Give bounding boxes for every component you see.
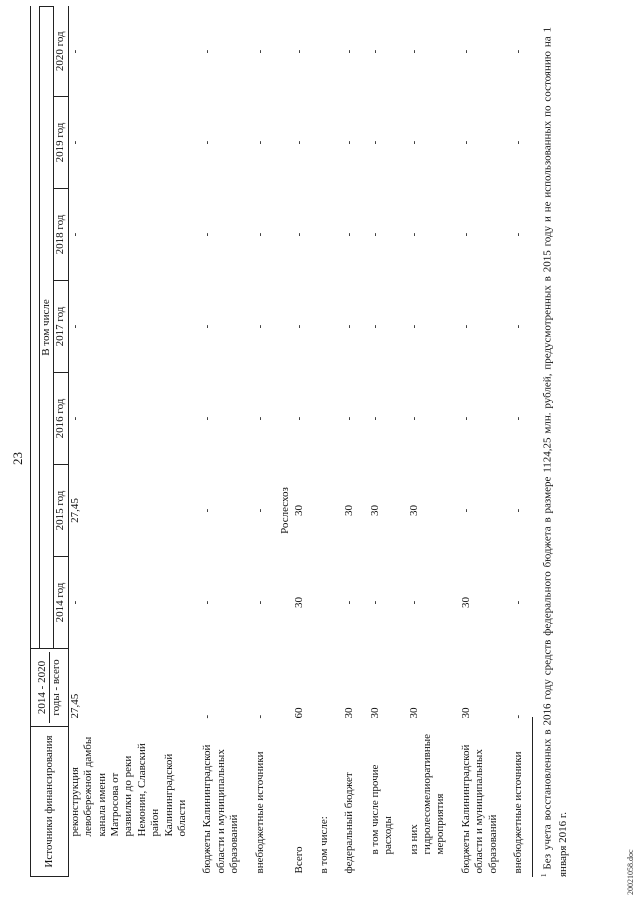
row-year-value: - bbox=[201, 140, 214, 145]
row-year-value: 30 bbox=[459, 597, 472, 608]
row-year-value: 30 bbox=[292, 505, 305, 516]
table-row bbox=[318, 6, 331, 876]
row-label: из них гидролесомелиоративные мероприятия bbox=[407, 733, 447, 855]
row-total: 60 bbox=[292, 707, 305, 719]
row-year-value: - bbox=[511, 49, 524, 54]
row-year-value: 30 bbox=[292, 597, 305, 608]
row-year-value: - bbox=[253, 416, 266, 421]
row-year-value: - bbox=[407, 140, 420, 145]
row-year-value: - bbox=[292, 49, 305, 54]
header-year: 2016 год bbox=[54, 373, 68, 465]
row-year-value: - bbox=[201, 49, 214, 54]
row-year-value: - bbox=[201, 416, 214, 421]
header-year: 2018 год bbox=[54, 189, 68, 281]
row-label: федеральный бюджет bbox=[343, 772, 356, 874]
row-total: - bbox=[253, 714, 266, 719]
row-label: бюджеты Калининградской области и муниципальных образований bbox=[201, 744, 241, 874]
header-top-border bbox=[31, 6, 40, 648]
agency-heading: Рослесхоз bbox=[279, 487, 292, 534]
row-year-value: - bbox=[253, 324, 266, 329]
row-year-value: - bbox=[201, 600, 214, 605]
row-year-value: - bbox=[407, 232, 420, 237]
row-year-value: - bbox=[368, 600, 381, 605]
row-year-value bbox=[318, 373, 331, 465]
row-year-value: - bbox=[68, 140, 81, 145]
row-label: внебюджетные источники bbox=[511, 751, 524, 874]
row-total: 30 bbox=[459, 707, 472, 719]
table-row bbox=[254, 6, 267, 876]
row-year-value: - bbox=[68, 324, 81, 329]
page-number: 23 bbox=[10, 452, 25, 465]
row-year-value: - bbox=[368, 324, 381, 329]
row-year-value bbox=[318, 189, 331, 281]
header-year: 2015 год bbox=[54, 465, 68, 557]
table-row bbox=[408, 6, 448, 876]
row-label: реконструкция левобережной дамбы канала имени Матросова от развилки до реки Немонин, Славский район Калининградской области bbox=[68, 736, 189, 837]
row-label: Всего bbox=[292, 846, 305, 874]
row-year-value: - bbox=[459, 49, 472, 54]
row-year-value: - bbox=[292, 416, 305, 421]
table-row bbox=[512, 6, 525, 876]
row-total: 30 bbox=[343, 707, 356, 719]
footnote-text: Без учета восстановленных в 2016 году средств федерального бюджета в размере 1124,25 млн. рублей, предусмотренных в 2015 году и не использованных по состоянию на 1 января 2016 г. bbox=[541, 27, 569, 877]
header-year: 2019 год bbox=[54, 97, 68, 189]
row-total: - bbox=[511, 714, 524, 719]
row-year-value: - bbox=[459, 140, 472, 145]
row-year-value: - bbox=[368, 416, 381, 421]
row-year-value: - bbox=[68, 49, 81, 54]
row-year-value: - bbox=[368, 232, 381, 237]
row-label: внебюджетные источники bbox=[253, 751, 266, 874]
table-row bbox=[343, 6, 356, 876]
row-year-value: - bbox=[201, 508, 214, 513]
footnote-mark: 1 bbox=[540, 873, 548, 877]
row-year-value: - bbox=[253, 232, 266, 237]
row-label: в том числе: bbox=[317, 816, 330, 874]
row-year-value: - bbox=[343, 49, 356, 54]
row-year-value: 30 bbox=[343, 505, 356, 516]
table-row bbox=[460, 6, 500, 876]
header-year: 2017 год bbox=[54, 281, 68, 373]
row-year-value: - bbox=[368, 140, 381, 145]
row-label: в том числе прочие расходы bbox=[368, 764, 395, 855]
row-year-value: - bbox=[343, 600, 356, 605]
header-source: Источники финансирования bbox=[31, 727, 69, 877]
row-year-value: - bbox=[253, 600, 266, 605]
table-row bbox=[68, 6, 189, 876]
table-row bbox=[369, 6, 396, 876]
row-year-value: - bbox=[511, 232, 524, 237]
financing-table bbox=[30, 6, 537, 877]
row-year-value: - bbox=[407, 49, 420, 54]
row-year-value: - bbox=[201, 232, 214, 237]
row-year-value: 30 bbox=[407, 505, 420, 516]
row-year-value: - bbox=[368, 49, 381, 54]
row-year-value: - bbox=[253, 508, 266, 513]
row-year-value: - bbox=[511, 508, 524, 513]
row-total bbox=[318, 649, 331, 727]
row-year-value: - bbox=[511, 416, 524, 421]
row-total: 30 bbox=[368, 707, 381, 719]
row-year-value: - bbox=[459, 416, 472, 421]
row-year-value: - bbox=[407, 416, 420, 421]
row-label: бюджеты Калининградской области и муниципальных образований bbox=[459, 744, 499, 874]
table-row bbox=[279, 6, 292, 876]
table-header bbox=[31, 6, 69, 876]
row-year-value: - bbox=[68, 416, 81, 421]
row-year-value: - bbox=[511, 140, 524, 145]
row-year-value bbox=[318, 6, 331, 96]
row-year-value: - bbox=[292, 232, 305, 237]
row-year-value: - bbox=[343, 232, 356, 237]
row-total: - bbox=[201, 714, 214, 719]
row-year-value: - bbox=[292, 324, 305, 329]
header-total-line2: годы - всего bbox=[49, 659, 62, 716]
row-year-value: - bbox=[343, 140, 356, 145]
row-year-value: - bbox=[68, 600, 81, 605]
row-year-value: - bbox=[343, 416, 356, 421]
row-year-value: - bbox=[407, 600, 420, 605]
row-year-value: - bbox=[459, 232, 472, 237]
row-year-value: - bbox=[253, 49, 266, 54]
footnote-rule bbox=[532, 717, 533, 877]
table-row bbox=[293, 6, 306, 876]
row-year-value: - bbox=[253, 140, 266, 145]
row-year-value bbox=[318, 281, 331, 373]
table-body bbox=[68, 6, 537, 876]
table-row bbox=[201, 6, 241, 876]
row-year-value: - bbox=[407, 324, 420, 329]
row-year-value: 27,45 bbox=[68, 498, 81, 523]
row-year-value: - bbox=[343, 324, 356, 329]
row-year-value: - bbox=[201, 324, 214, 329]
row-year-value: - bbox=[511, 324, 524, 329]
row-year-value: - bbox=[459, 324, 472, 329]
header-incl: В том числе bbox=[40, 6, 54, 648]
footnote bbox=[540, 27, 570, 877]
header-total bbox=[31, 649, 69, 727]
row-year-value: 30 bbox=[368, 505, 381, 516]
row-year-value bbox=[318, 465, 331, 557]
header-total-line1: 2014 - 2020 bbox=[36, 652, 50, 723]
row-total: 27,45 bbox=[68, 693, 81, 719]
header-year: 2020 год bbox=[54, 6, 68, 96]
row-year-value: - bbox=[292, 140, 305, 145]
row-year-value bbox=[318, 557, 331, 649]
row-year-value: - bbox=[459, 508, 472, 513]
row-total: 30 bbox=[407, 707, 420, 719]
header-year: 2014 год bbox=[54, 557, 68, 649]
file-name: 20021058.doc bbox=[626, 849, 635, 895]
row-year-value bbox=[318, 97, 331, 189]
row-year-value: - bbox=[68, 232, 81, 237]
row-year-value: - bbox=[511, 600, 524, 605]
